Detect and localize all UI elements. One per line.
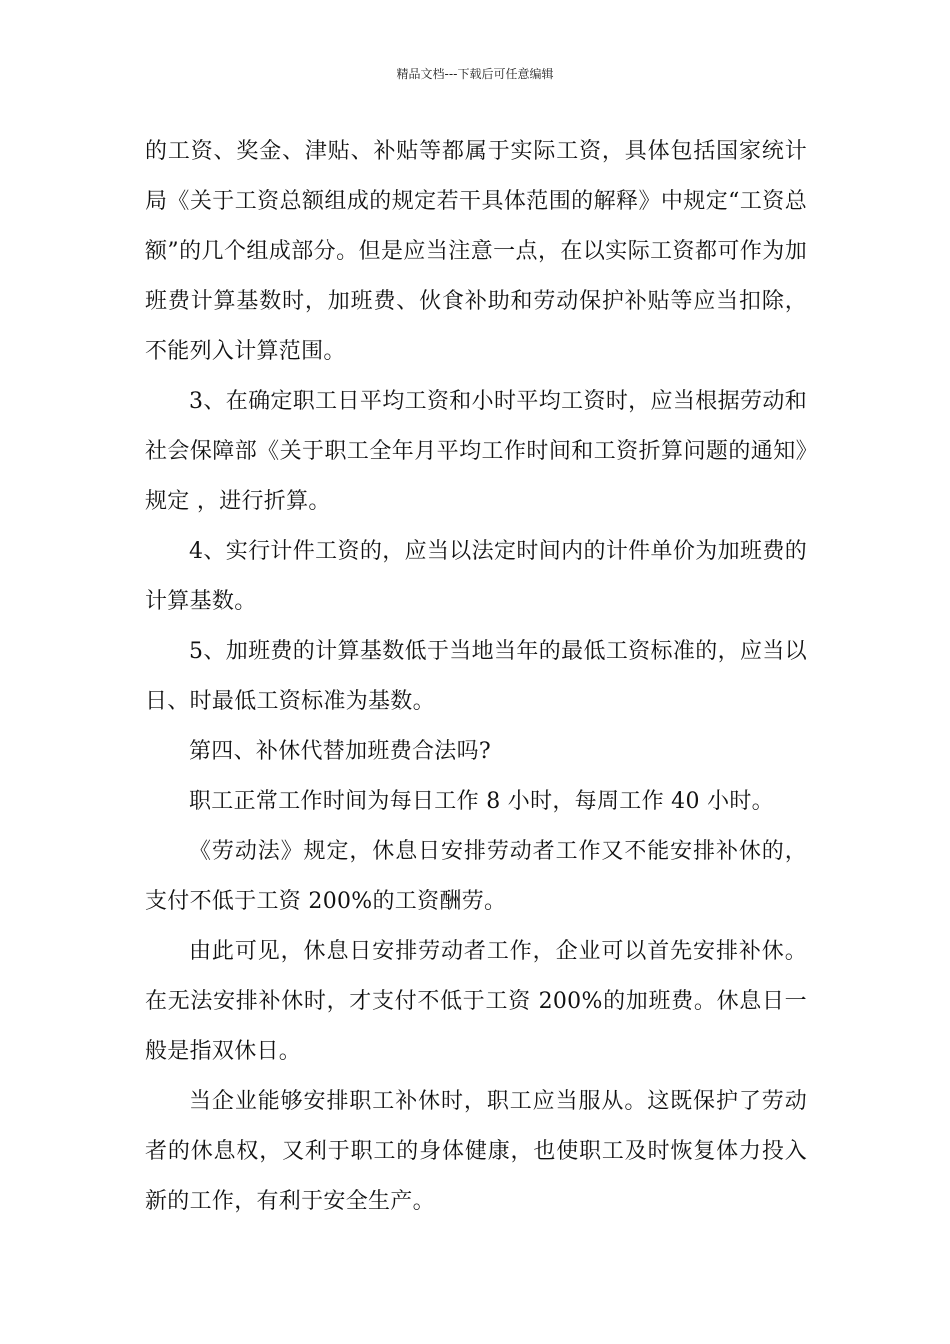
document-body: [145, 127, 807, 1227]
paragraph-3: 4、实行计件工资的，应当以法定时间内的计件单价为加班费的计算基数。: [145, 539, 807, 614]
paragraph-9: 当企业能够安排职工补休时，职工应当服从。这既保护了劳动者的休息权，又利于职工的身体健康，也使职工及时恢复体力投入新的工作，有利于安全生产。: [145, 1089, 807, 1214]
paragraph-7: 《劳动法》规定，休息日安排劳动者工作又不能安排补休的，支付不低于工资 200%的工资酬劳。: [145, 839, 807, 914]
paragraph-1: 的工资、奖金、津贴、补贴等都属于实际工资，具体包括国家统计局《关于工资总额组成的规定若干具体范围的解释》中规定“工资总额”的几个组成部分。但是应当注意一点，在以实际工资都可作为加班费计算基数时，加班费、伙食补助和劳动保护补贴等应当扣除，不能列入计算范围。: [145, 139, 807, 364]
paragraph-6: 职工正常工作时间为每日工作 8 小时，每周工作 40 小时。: [189, 789, 774, 814]
page-header: 精品文档---下载后可任意编辑: [396, 67, 554, 81]
section-heading: 第四、补休代替加班费合法吗?: [189, 739, 491, 764]
paragraph-2: 3、在确定职工日平均工资和小时平均工资时，应当根据劳动和社会保障部《关于职工全年月平均工作时间和工资折算问题的通知》规定 ，进行折算。: [145, 389, 807, 514]
paragraph-4: 5、加班费的计算基数低于当地当年的最低工资标准的，应当以日、时最低工资标准为基数。: [145, 639, 807, 714]
paragraph-8: 由此可见，休息日安排劳动者工作，企业可以首先安排补休。在无法安排补休时，才支付不低于工资 200%的加班费。休息日一般是指双休日。: [145, 939, 807, 1064]
